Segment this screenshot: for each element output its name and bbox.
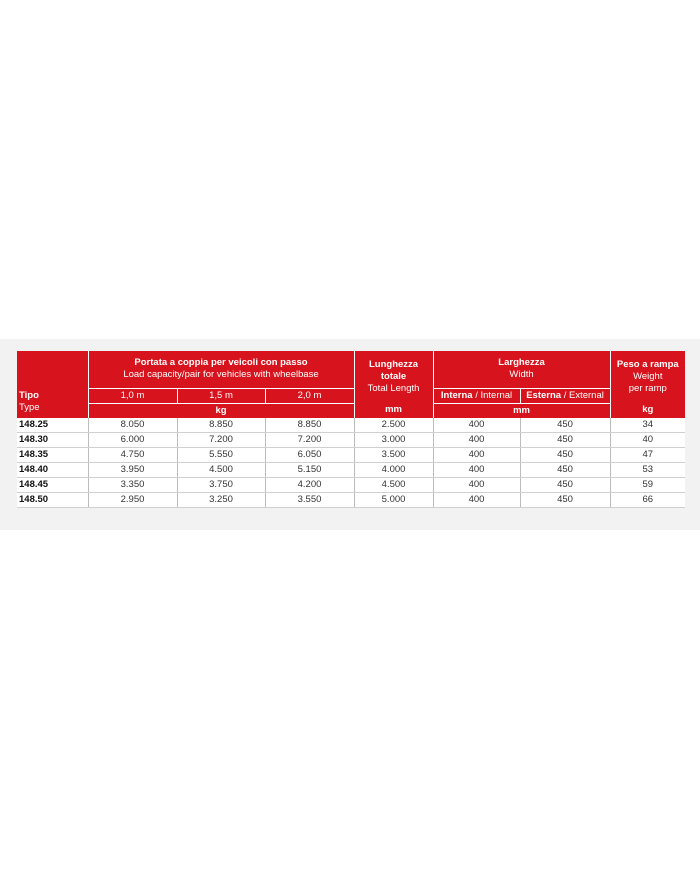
cell-type: 148.35 [17,447,88,462]
cell-width-external: 450 [520,418,610,433]
header-width-internal [433,388,520,403]
header-weight-it: Peso a rampa [616,359,679,370]
header-width-it: Larghezza [498,357,545,369]
header-external-sep: / [563,389,567,401]
cell-width-external: 450 [520,462,610,477]
header-width [433,351,610,388]
cell-weight: 40 [610,432,685,447]
cell-width-internal: 400 [433,492,520,507]
cell-width-internal: 400 [433,432,520,447]
cell-length: 2.500 [354,418,433,433]
cell-capacity-1-5: 5.550 [177,447,265,462]
header-capacity-unit: kg [88,403,354,418]
table-body [17,418,685,508]
header-total-length [354,351,433,403]
cell-capacity-1-0: 6.000 [88,432,177,447]
table-row [17,492,685,507]
cell-capacity-2-0: 7.200 [265,432,354,447]
cell-weight: 53 [610,462,685,477]
cell-width-external: 450 [520,492,610,507]
cell-capacity-2-0: 6.050 [265,447,354,462]
header-type [17,351,88,418]
cell-width-internal: 400 [433,418,520,433]
header-width-external [520,388,610,403]
table-row [17,477,685,492]
cell-capacity-2-0: 5.150 [265,462,354,477]
cell-weight: 66 [610,492,685,507]
header-external-it: Esterna [526,389,562,401]
header-wheelbase-2-0: 2,0 m [265,388,354,403]
cell-capacity-1-5: 3.250 [177,492,265,507]
header-weight-en-2: per ramp [628,383,667,394]
cell-capacity-1-0: 2.950 [88,492,177,507]
header-weight-per-ramp [610,351,685,403]
cell-capacity-1-0: 4.750 [88,447,177,462]
cell-weight: 59 [610,477,685,492]
cell-capacity-1-0: 3.950 [88,462,177,477]
header-length-en: Total Length [367,383,420,394]
cell-type: 148.45 [17,477,88,492]
header-type-it: Tipo [19,389,39,401]
cell-width-internal: 400 [433,447,520,462]
header-length-it-1: Lunghezza [368,359,419,370]
cell-type: 148.50 [17,492,88,507]
table-row [17,418,685,433]
cell-width-external: 450 [520,477,610,492]
header-wheelbase-1-5: 1,5 m [177,388,265,403]
cell-length: 5.000 [354,492,433,507]
cell-length: 3.500 [354,447,433,462]
cell-type: 148.30 [17,432,88,447]
cell-width-external: 450 [520,432,610,447]
header-width-en: Width [509,369,534,381]
cell-capacity-1-5: 4.500 [177,462,265,477]
cell-capacity-2-0: 4.200 [265,477,354,492]
cell-width-external: 450 [520,447,610,462]
cell-weight: 47 [610,447,685,462]
cell-capacity-1-5: 8.850 [177,418,265,433]
cell-capacity-1-0: 3.350 [88,477,177,492]
cell-length: 4.000 [354,462,433,477]
cell-width-internal: 400 [433,477,520,492]
header-wheelbase-1-0: 1,0 m [88,388,177,403]
table-row [17,432,685,447]
header-load-capacity [88,351,354,388]
header-length-unit: mm [354,403,433,418]
cell-type: 148.25 [17,418,88,433]
cell-capacity-2-0: 3.550 [265,492,354,507]
cell-capacity-2-0: 8.850 [265,418,354,433]
cell-capacity-1-5: 3.750 [177,477,265,492]
cell-length: 4.500 [354,477,433,492]
table-row [17,462,685,477]
header-internal-sep: / [475,389,478,401]
header-length-it-2: totale [380,371,407,382]
ramp-spec-table [17,351,685,508]
header-load-capacity-it: Portata a coppia per veicoli con passo [134,357,308,369]
header-internal-it: Interna [440,389,473,401]
cell-length: 3.000 [354,432,433,447]
table-row [17,447,685,462]
header-internal-en: Internal [480,389,513,401]
cell-width-internal: 400 [433,462,520,477]
cell-capacity-1-5: 7.200 [177,432,265,447]
cell-type: 148.40 [17,462,88,477]
header-weight-unit: kg [610,403,685,418]
table-header [17,351,685,418]
header-load-capacity-en: Load capacity/pair for vehicles with wheelbase [123,369,319,381]
header-external-en: External [568,389,604,401]
header-weight-en-1: Weight [633,371,663,382]
header-width-unit: mm [433,403,610,418]
cell-capacity-1-0: 8.050 [88,418,177,433]
header-type-en: Type [19,401,40,413]
cell-weight: 34 [610,418,685,433]
